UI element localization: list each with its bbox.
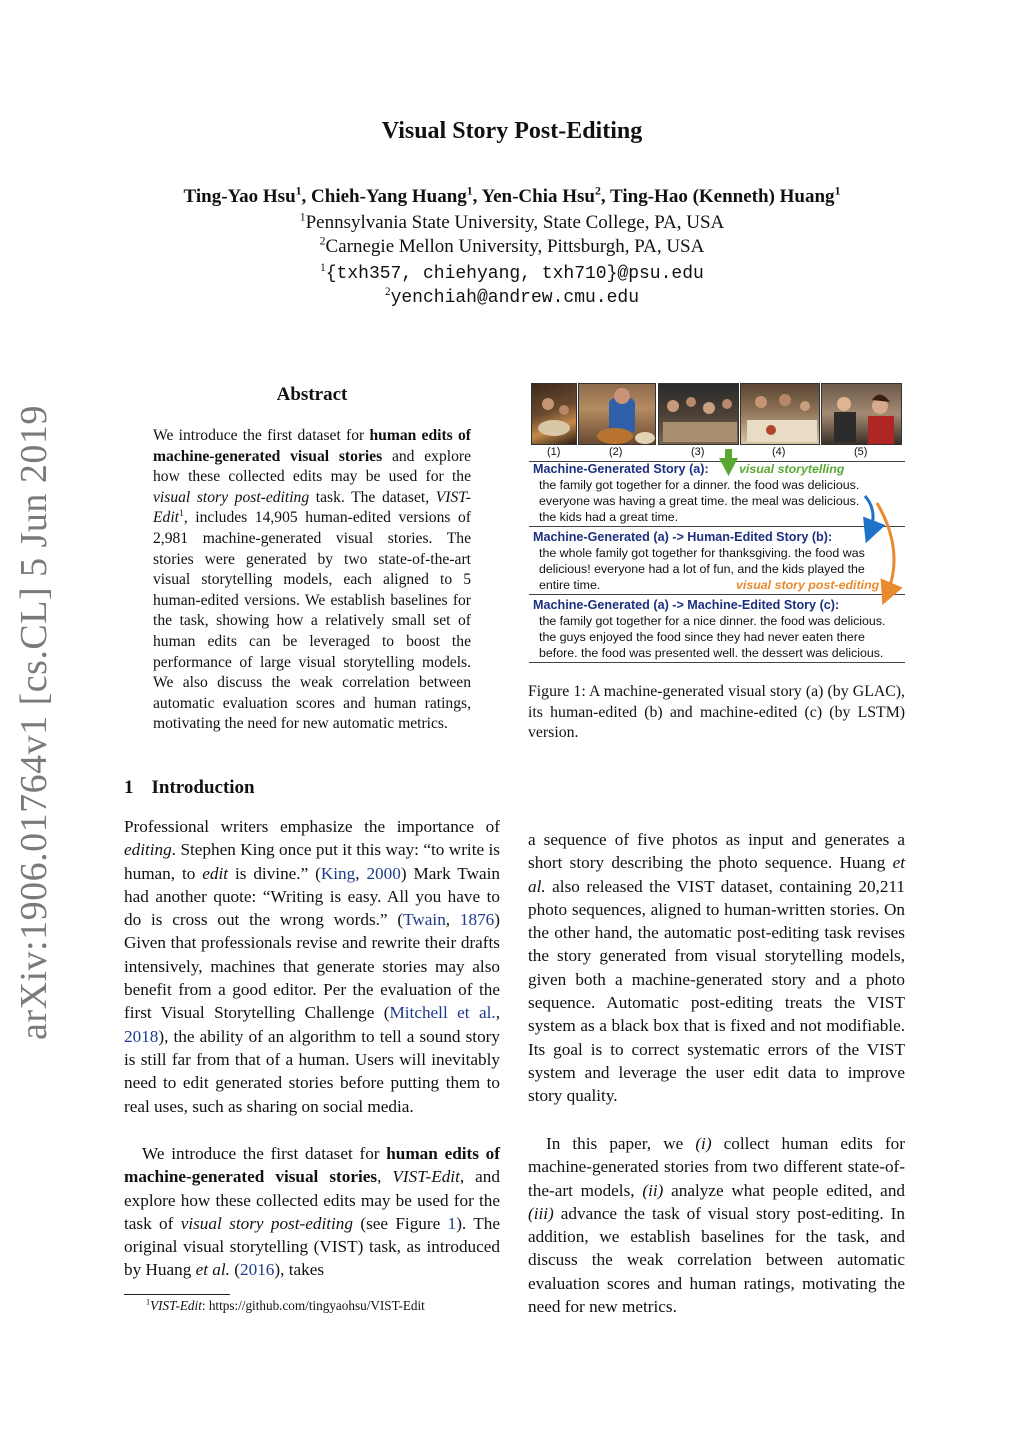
citation-link[interactable]: King	[320, 863, 356, 883]
citation-link[interactable]: Twain	[403, 910, 446, 930]
intro-paragraph-4: In this paper, we (i) collect human edits for machine-generated stories from two different state-of-the-art models, (ii) analyze what people edited, and (iii) advance the task of visual story post-editing. In addition, we establish baselines for the task, and discuss the weak correlation between automatic evaluation scores and human ratings, motivating the need for new metrics.	[528, 1134, 906, 1317]
figure-story-line: the guys enjoyed the food since they had never eaten there	[539, 630, 865, 644]
figure-story-line: before. the food was presented well. the dessert was delicious.	[539, 646, 884, 660]
figure-section-heading: Machine-Generated (a) -> Machine-Edited Story (c):	[533, 598, 840, 612]
figure-story-line: the family got together for a nice dinner. the food was delicious.	[539, 614, 886, 628]
affiliation-mark: 2	[319, 234, 326, 248]
figure-story-line: everyone was having a great time. the meal was delicious.	[539, 494, 860, 508]
figure-story-line: the whole family got together for thanksgiving. the food was	[539, 546, 865, 560]
photo-label: (2)	[609, 446, 623, 458]
figure-story-line: the family got together for a dinner. the food was delicious.	[539, 478, 860, 492]
figure-caption: Figure 1: A machine-generated visual story (a) (by GLAC), its human-edited (b) and machine-edited (c) (by LSTM) version.	[528, 683, 905, 742]
figure-story-line: the kids had a great time.	[539, 510, 679, 524]
footnote-mark[interactable]: 1	[179, 508, 184, 520]
author-affiliation-mark: 2	[594, 184, 601, 198]
author-list: Ting-Yao Hsu$^1$, Chieh-Yang Huang$^1$, Yen-Chia Hsu$^2$, Ting-Hao (Kenneth) Huang$^1$	[183, 184, 841, 207]
email-line-1	[0, 262, 1024, 284]
section-title: Introduction	[151, 777, 255, 798]
intro-paragraph-3: a sequence of five photos as input and generates a short story describing the photo sequence. Huang et al. also released the VIST dataset, containing 20,211 photo sequences, aligned to human-written stories. On the other hand, the automatic post-editing task revises the story generated from visual storytelling models, given both a machine-generated story and a photo sequence. Automatic post-editing treats the VIST system as a black box that is fixed and not modifiable. Its goal is to correct systematic errors of the VIST system and leverage the user edit data to improve story quality.	[528, 830, 905, 1106]
annotation-visual-story-post-editing: visual story post-editing	[736, 578, 880, 592]
green-down-arrow-icon	[719, 449, 738, 476]
footnote: $^1$VIST-Edit: https://github.com/tingyaohsu/VIST-Edit	[146, 1297, 425, 1313]
orange-curved-arrow-icon	[877, 503, 894, 594]
affiliation-2	[0, 236, 1024, 258]
author-name: Ting-Hao (Kenneth) Huang	[610, 186, 835, 207]
figure-arrows	[529, 383, 905, 663]
section-number: 1	[124, 777, 134, 798]
figure-1	[529, 383, 905, 663]
annotation-visual-storytelling: visual storytelling	[739, 462, 845, 476]
arxiv-identifier: arXiv:1906.01764v1 [cs.CL] 5 Jun 2019	[13, 405, 55, 1040]
footnote-url[interactable]: : https://github.com/tingyaohsu/VIST-Edit	[201, 1298, 425, 1313]
affiliation-mark: 1	[299, 210, 306, 224]
footnote-mark: 1	[146, 1297, 151, 1307]
author-name: Ting-Yao Hsu	[183, 186, 296, 207]
figure-section-heading: Machine-Generated (a) -> Human-Edited Story (b):	[533, 530, 833, 544]
figure-section-heading: Machine-Generated Story (a):	[533, 462, 709, 476]
citation-link[interactable]: 1876	[459, 910, 495, 930]
intro-paragraph-1: Professional writers emphasize the importance of editing. Stephen King once put it this way: “to write is human, to edit is divine.” (King, 2000) Mark Twain had another quote: “Writing is easy. All you have to do is cross out the wrong words.” (Twain, 1876) Given that professionals revise and rewrite their drafts intensively, machines that generate stories may also benefit from a good editor. Per the evaluation of the first Visual Storytelling Challenge (Mitchell et al., 2018), the ability of an algorithm to tell a sound story is still far from that of a human. Users will inevitably need to edit generated stories before putting them to real uses, such as sharing on social media.	[124, 817, 500, 1116]
figure-story-line: entire time.	[539, 578, 601, 592]
affiliation-text: Carnegie Mellon University, Pittsburgh, PA, USA	[325, 236, 705, 257]
figure-reference-link[interactable]: 1	[447, 1213, 457, 1233]
email-line-2	[0, 286, 1024, 308]
author-affiliation-mark: 1	[295, 184, 302, 198]
citation-link[interactable]: 2016	[240, 1260, 275, 1280]
photo-label: (4)	[772, 446, 786, 458]
email-mark: 2	[384, 286, 391, 298]
photo-label: (1)	[547, 446, 561, 458]
email-mark: 1	[320, 262, 326, 274]
section-heading-introduction	[124, 777, 255, 799]
figure-story-line: delicious! everyone had a lot of fun, and the kids played the	[539, 562, 865, 576]
affiliation-1	[0, 212, 1024, 234]
citation-link[interactable]: Mitchell et al.	[389, 1003, 496, 1023]
affiliation-text: Pennsylvania State University, State College, PA, USA	[305, 212, 725, 233]
photo-label: (3)	[691, 446, 705, 458]
email-text[interactable]: {txh357, chiehyang, txh710}@psu.edu	[325, 264, 704, 284]
author-affiliation-mark: 1	[466, 184, 473, 198]
author-name: Yen-Chia Hsu	[481, 186, 595, 207]
footnote-divider	[124, 1294, 230, 1295]
email-text[interactable]: yenchiah@andrew.cmu.edu	[390, 288, 640, 308]
author-affiliation-mark: 1	[834, 184, 841, 198]
intro-paragraph-2: We introduce the first dataset for human edits of machine-generated visual stories, VIST-Edit, and explore how these collected edits may be used for the task of visual story post-editing (see Figure 1). The original visual storytelling (VIST) task, as introduced by Huang et al. (2016), takes	[124, 1144, 501, 1280]
paper-title: Visual Story Post-Editing	[381, 118, 643, 144]
photo-label: (5)	[854, 446, 868, 458]
citation-link[interactable]: 2000	[366, 863, 401, 883]
abstract-heading: Abstract	[276, 384, 348, 405]
citation-link[interactable]: 2018	[124, 1026, 159, 1046]
blue-curved-arrow-icon	[865, 496, 873, 532]
author-name: Chieh-Yang Huang	[311, 186, 467, 207]
abstract-body: We introduce the first dataset for human edits of machine-generated visual stories and explore how these collected edits may be used for the visual story post-editing task. The dataset, VIST-Edit$^1$, includes 14,905 human-edited versions of 2,981 machine-generated visual stories. The stories were generated by two state-of-the-art visual storytelling models, each aligned to 5 human-edited versions. We establish baselines for the task, showing how a relatively small set of human edits can be leveraged to boost the performance of large visual storytelling models. We also discuss the weak correlation between automatic evaluation scores and human ratings, motivating the need for new automatic metrics.	[153, 427, 471, 733]
